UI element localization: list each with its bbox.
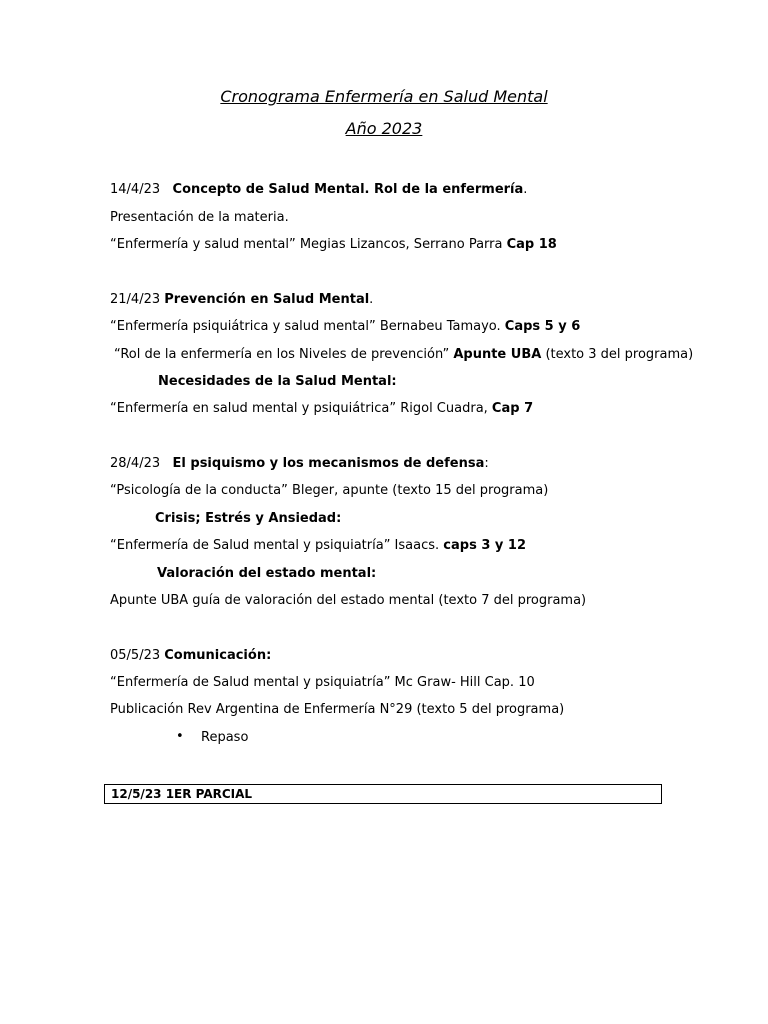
section-header	[110, 291, 373, 309]
reference-text: “Enfermería de Salud mental y psiquiatría” Isaacs.	[110, 538, 444, 553]
section-header	[110, 181, 527, 199]
reference-line	[114, 346, 693, 364]
reference-line: “Psicología de la conducta” Bleger, apunte (texto 15 del programa)	[110, 483, 549, 498]
reference-text: “Enfermería y salud mental” Megias Lizancos, Serrano Parra	[110, 237, 507, 252]
section-date: 05/5/23	[110, 648, 161, 663]
reference-line	[110, 537, 526, 555]
section-header	[110, 647, 271, 665]
reference-note: (texto 3 del programa)	[541, 347, 694, 362]
document-year: Año 2023	[345, 119, 423, 138]
bullet-item: Repaso	[201, 730, 249, 745]
section-header	[110, 455, 489, 473]
reference-line: “Enfermería de Salud mental y psiquiatría” Mc Graw- Hill Cap. 10	[110, 675, 535, 690]
reference-line	[110, 236, 557, 254]
subheading: Crisis; Estrés y Ansiedad:	[155, 511, 342, 526]
exam-label: 12/5/23 1ER PARCIAL	[111, 787, 253, 801]
subheading: Necesidades de la Salud Mental:	[158, 374, 397, 389]
reference-text: “Rol de la enfermería en los Niveles de prevención”	[114, 347, 454, 362]
section-topic: Comunicación:	[164, 648, 272, 663]
reference-line	[110, 318, 580, 336]
section-date: 28/4/23	[110, 456, 161, 471]
section-date: 21/4/23	[110, 292, 161, 307]
section-topic: Concepto de Salud Mental. Rol de la enfermería	[172, 182, 524, 197]
chapter-ref: Cap 7	[491, 401, 534, 416]
text-line: Presentación de la materia.	[110, 210, 289, 225]
source-ref: Apunte UBA	[453, 347, 542, 362]
chapter-ref: Cap 18	[506, 237, 557, 252]
exam-box	[104, 784, 662, 804]
reference-line: Apunte UBA guía de valoración del estado mental (texto 7 del programa)	[110, 593, 587, 608]
punct: .	[369, 292, 374, 307]
reference-text: “Enfermería en salud mental y psiquiátrica” Rigol Cuadra,	[110, 401, 492, 416]
subheading: Valoración del estado mental:	[157, 566, 377, 581]
section-topic: Prevención en Salud Mental	[164, 292, 370, 307]
reference-text: “Enfermería psiquiátrica y salud mental” Bernabeu Tamayo.	[110, 319, 505, 334]
bullet-icon: •	[176, 729, 184, 744]
reference-line: Publicación Rev Argentina de Enfermería N°29 (texto 5 del programa)	[110, 702, 565, 717]
section-topic: El psiquismo y los mecanismos de defensa	[172, 456, 485, 471]
section-date: 14/4/23	[110, 182, 161, 197]
punct: :	[484, 456, 489, 471]
chapter-ref: caps 3 y 12	[443, 538, 527, 553]
chapter-ref: Caps 5 y 6	[504, 319, 581, 334]
document-title: Cronograma Enfermería en Salud Mental	[220, 87, 548, 106]
punct: .	[523, 182, 528, 197]
reference-line	[110, 400, 533, 418]
